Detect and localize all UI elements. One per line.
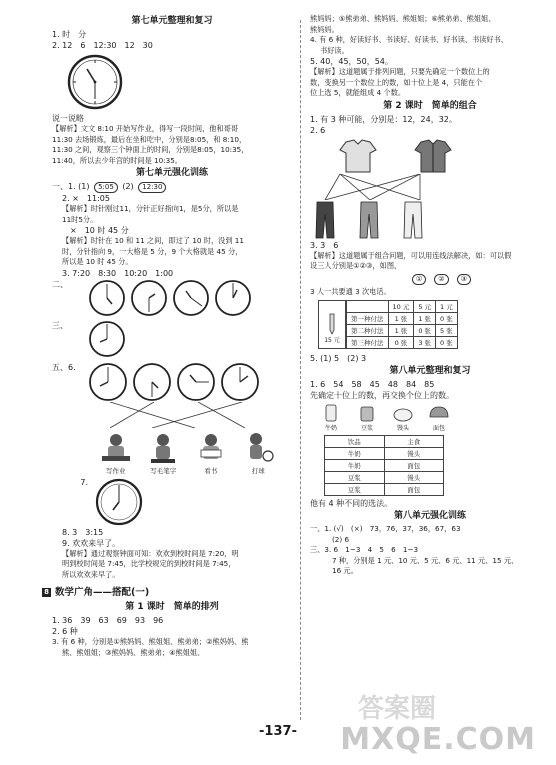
table-header-cell: 1 元: [436, 301, 458, 313]
table-row: [325, 484, 444, 496]
table-header-cell: 5 元: [414, 301, 436, 313]
analysis-text: 明到校时间是 7:45，比学校规定的到校时间是 7:45，: [62, 559, 236, 568]
analysis-text: 【解析】时针刚过11，分针正好指向1，是5分，所以是: [62, 204, 239, 213]
child-ball-icon: [240, 432, 276, 466]
food-item: [320, 403, 342, 432]
table-cell: 5 张: [436, 325, 458, 337]
answer-line: 一、1. (√) (×) 73，76，37，36，67，63: [310, 524, 461, 533]
clock-face-icon: [176, 362, 216, 402]
watermark-text: MXQE.COM: [340, 722, 536, 757]
kid-label: 写毛笔字: [150, 466, 177, 475]
unit8-title: 数学广角——搭配(一): [55, 587, 150, 598]
analysis-text: 所以欢欢来早了。: [62, 569, 120, 579]
table-cell: 面包: [384, 484, 444, 496]
clock-face-icon: [214, 279, 252, 317]
table-header-cell: 10 元: [388, 301, 414, 313]
answer-line: 3. 3 6: [310, 240, 339, 250]
soymilk-icon: [356, 403, 378, 423]
jacket-icon: [413, 138, 453, 174]
kid-label: 写作业: [106, 466, 126, 475]
child-writing-icon: [98, 432, 134, 466]
answer-line: 4. 有 6 种，好读好书、书读好、好读书、好书读、书读好书、: [310, 35, 508, 44]
people-diagram: [410, 274, 550, 285]
table-cell: 第二种付法: [347, 325, 389, 337]
answer-line: 说一说略: [52, 114, 84, 123]
lesson-title: 第 1 课时 简单的排列: [125, 602, 219, 612]
analysis-text: 位上选 5，就能组成 4 个数。: [310, 88, 406, 97]
answer-line: 1. 时 分: [52, 30, 87, 39]
table-cell: 豆浆: [325, 484, 385, 496]
food-label: 面包: [432, 425, 445, 432]
analysis-text: 数，变换另一个数位上的数，如十位上是 4，只能在个: [310, 77, 483, 87]
analysis-text: 【解析】通过观察钟面可知：欢欢到校时间是 7:20，明: [62, 548, 239, 558]
analysis-text: 设三人分别是①②③，如图，: [310, 261, 402, 270]
digital-time-tag: 12:30: [138, 182, 166, 193]
table-header-row: [325, 436, 444, 448]
clock-face-icon: [66, 53, 124, 111]
page-number: -137-: [259, 724, 297, 739]
food-label: 馒头: [396, 425, 409, 432]
analysis-text: 【解析】这道题属于排列问题，只要先确定一个数位上的: [310, 67, 490, 76]
answer-line: 书好读。: [320, 45, 349, 55]
bun-icon: [392, 403, 414, 423]
answer-line: 16 元。: [332, 566, 358, 575]
answer-line: 2. × 11:05: [62, 194, 110, 203]
left-column: [44, 14, 292, 658]
unit8-training-title: 第八单元强化训练: [393, 511, 466, 521]
right-column: [310, 14, 550, 577]
answer-line: 5. (1) 5 (2) 3: [310, 354, 367, 363]
table-cell: 面包: [384, 460, 444, 472]
kid-figure: [98, 432, 134, 475]
pencil-icon: [324, 313, 340, 335]
answer-line: 2. 6: [310, 125, 326, 135]
clock-face-icon: [172, 279, 210, 317]
clock-row: [88, 279, 252, 317]
clock-face-icon: [88, 279, 126, 317]
item-number: (2): [122, 182, 134, 191]
answer-line: × 10 时 45 分: [70, 226, 129, 235]
answer-line: (2) 6: [332, 534, 350, 544]
analysis-text: 11:30 之间，观察三个钟面上的时间，分别是8:05，10:35，: [52, 145, 249, 154]
table-cell: 0 张: [414, 325, 436, 337]
person-node: ①: [412, 274, 426, 285]
kid-figure: [240, 432, 276, 475]
table-row: [347, 313, 458, 325]
table-cell: 豆浆: [325, 472, 385, 484]
clock-face-icon: [220, 362, 260, 402]
payment-table: [346, 300, 458, 349]
table-cell: 1 张: [414, 313, 436, 325]
answer-line: 2. 6 种: [52, 627, 78, 636]
answer-line: 1. 6 54 58 45 48 84 85: [310, 380, 435, 389]
table-header-cell: [347, 301, 389, 313]
unit7-training-title: 第七单元强化训练: [135, 168, 208, 178]
food-item: [428, 403, 450, 432]
answer-line: 1. 有 3 种可能，分别是：12，24，32。: [310, 114, 457, 124]
answer-line: 8. 3 3:15: [62, 527, 104, 537]
table-body: [347, 313, 458, 349]
analysis-text: 【解析】这道题属于组合问题，可以用连线法解决，如：可以假: [310, 250, 512, 260]
answer-line: 他有 4 种不同的选法。: [310, 499, 393, 508]
meal-table: [324, 435, 444, 496]
analysis-text: 11时5分。: [62, 214, 98, 224]
clock-face-icon: [130, 279, 168, 317]
item-number: 7.: [80, 477, 88, 487]
matching-lines: [90, 402, 290, 428]
table-cell: 0 张: [436, 313, 458, 325]
lesson-title: 第 2 课时 简单的组合: [383, 100, 477, 111]
table-body: [325, 448, 444, 496]
answer-line: 熊妈妈；⑤熊弟弟、熊妈妈、熊姐姐；⑥熊弟弟、熊姐姐、: [310, 14, 496, 23]
section-number: 五、6.: [52, 362, 76, 372]
analysis-text: 【解析】文文 8:10 开始写作业，得写一段时间，他和哥哥: [52, 124, 239, 133]
answer-line: 3. 7:20 8:30 10:20 1:00: [62, 268, 174, 278]
section-number: 三、: [52, 320, 68, 330]
table-row: [347, 337, 458, 349]
analysis-text: 11:30 去场锻炼，最后在坐和吃中，分别是8:05，和 8:10，: [52, 134, 247, 144]
trousers-icon: [314, 200, 336, 240]
table-row: [325, 472, 444, 484]
table-header-cell: 主食: [384, 436, 444, 448]
answer-line: 3 人一共要通 3 次电话。: [310, 286, 391, 296]
analysis-text: 11:40，所以去少年宫的时间是 10:35。: [52, 155, 182, 165]
answer-line: 熊妈妈。: [310, 24, 339, 34]
trousers-icon: [358, 200, 380, 240]
clock-figure: [66, 53, 292, 111]
table-header-cell: 饮品: [325, 436, 385, 448]
food-label: 豆浆: [360, 425, 373, 432]
kid-figure: [145, 432, 181, 475]
answer-line: 熊、熊姐姐；③熊妈妈、熊弟弟；④熊姐姐、: [62, 647, 205, 657]
bread-icon: [428, 403, 450, 423]
table-cell: 第一种付法: [347, 313, 389, 325]
table-cell: 1 张: [388, 313, 414, 325]
kid-label: 看书: [204, 466, 218, 475]
table-row: [325, 460, 444, 472]
clock-row: [88, 362, 260, 402]
clothes-matching-figure: [310, 138, 550, 240]
table-cell: 馒头: [384, 448, 444, 460]
money-label-cell: [318, 300, 346, 349]
table-row: [325, 448, 444, 460]
analysis-text: 【解析】时针在 10 和 11 之间，即过了 10 时，没到 11: [62, 236, 244, 245]
table-row: [347, 325, 458, 337]
milk-icon: [320, 403, 342, 423]
analysis-text: 所以是 10 时 45 分。: [62, 257, 133, 266]
answer-line: [52, 181, 292, 193]
person-node: ③: [457, 274, 471, 285]
child-reading-icon: [193, 432, 229, 466]
matching-lines: [310, 174, 470, 200]
activity-pictures: [92, 432, 282, 475]
unit8-review-title: 第八单元整理和复习: [389, 366, 471, 376]
answer-line: 先确定十位上的数，再交换个位上的数。: [310, 391, 454, 400]
answer-line: 2. 12 6 12:30 12 30: [52, 41, 153, 50]
clock-face-icon: [88, 362, 128, 402]
table-cell: 牛奶: [325, 460, 385, 472]
sweater-icon: [338, 138, 378, 174]
price-label: 15 元: [324, 337, 340, 344]
digital-time-tag: 5:05: [94, 182, 118, 193]
food-item: [356, 403, 378, 432]
clock-face-icon: [94, 477, 144, 527]
table-cell: 第三种付法: [347, 337, 389, 349]
clock-face-icon: [88, 320, 126, 358]
answer-line: 5. 40，45，50，54。: [310, 57, 393, 66]
food-item: [392, 403, 414, 432]
unit-number-icon: 8: [42, 588, 51, 597]
table-cell: 0 张: [388, 337, 414, 349]
kid-label: 打球: [251, 466, 265, 475]
column-divider: [300, 20, 301, 720]
item-number: 一、1. (1): [52, 182, 90, 191]
answer-line: 9. 欢欢来早了。: [62, 538, 121, 548]
food-pictures: [320, 403, 550, 432]
watermark-text: 答案圈: [357, 694, 436, 724]
unit8-heading: [42, 586, 292, 599]
analysis-text: 时，分针指向 9，一大格是 5 分，9 个大格就是 45 分，: [62, 246, 243, 256]
table-cell: 3 张: [414, 337, 436, 349]
person-node: ②: [434, 274, 448, 285]
table-cell: 0 张: [436, 337, 458, 349]
answer-line: 7 种，分别是 1 元、10 元、5 元、6 元、11 元、15 元、: [332, 555, 519, 565]
child-brush-icon: [145, 432, 181, 466]
table-cell: 馒头: [384, 472, 444, 484]
section-number: 二、: [52, 279, 68, 289]
answer-line: 3. 有 6 种，分别是①熊妈妈、熊姐姐、熊弟弟；②熊妈妈、熊: [52, 637, 249, 646]
trousers-icon: [402, 200, 424, 240]
money-table-wrap: [318, 300, 550, 349]
unit7-review-title: 第七单元整理和复习: [131, 16, 213, 26]
food-label: 牛奶: [324, 425, 337, 432]
answer-line: 1. 36 39 63 69 93 96: [52, 616, 164, 625]
table-header-row: [347, 301, 458, 313]
table-cell: 牛奶: [325, 448, 385, 460]
table-cell: 1 张: [388, 325, 414, 337]
answer-line: 三、3. 6 1~3 4 5 6 1~3: [310, 545, 419, 554]
clock-face-icon: [132, 362, 172, 402]
kid-figure: [193, 432, 229, 475]
